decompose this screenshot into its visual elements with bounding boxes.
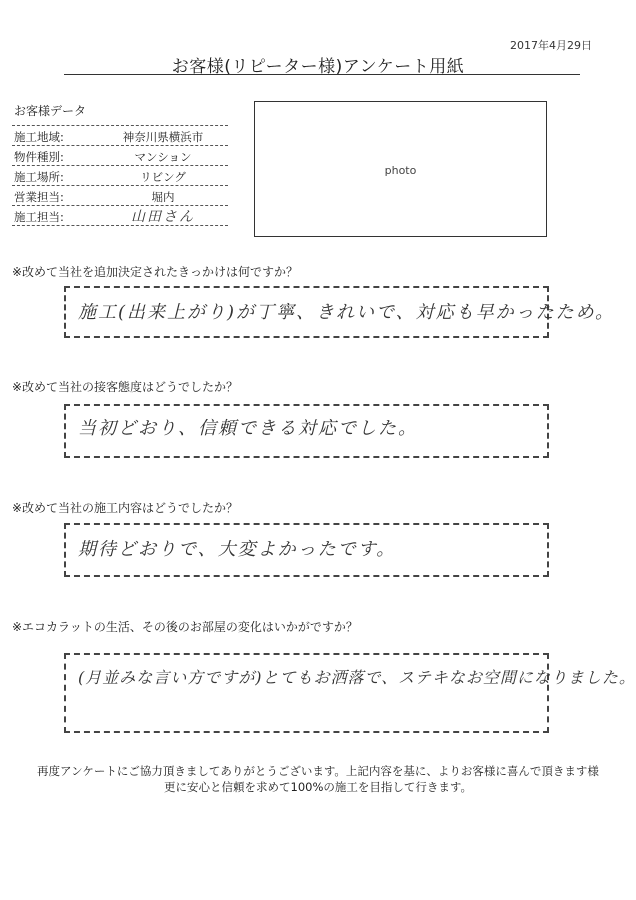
info-label: 施工地域: bbox=[14, 130, 64, 144]
question-4: ※エコカラットの生活、その後のお部屋の変化はいかがですか？ bbox=[12, 620, 358, 634]
answer-box-4 bbox=[64, 653, 636, 733]
question-2: ※改めて当社の接客態度はどうでしたか？ bbox=[12, 380, 239, 394]
info-value: 神奈川県横浜市 bbox=[122, 130, 204, 144]
answer-4-handwritten: (月並みな言い方ですが)とてもお洒落で、ステキなお空間になりました。 bbox=[78, 668, 636, 687]
photo-label: photo bbox=[384, 164, 417, 177]
answer-2-handwritten: 当初どおり、信頼できる対応でした。 bbox=[78, 418, 418, 439]
info-label: 施工担当: bbox=[14, 210, 64, 224]
info-label: 施工場所: bbox=[14, 170, 64, 184]
page-title: お客様(リピーター様)アンケート用紙 bbox=[171, 57, 465, 77]
info-value: マンション bbox=[134, 150, 192, 164]
info-row-sales-rep bbox=[12, 186, 228, 206]
answer-box-2 bbox=[64, 404, 549, 458]
answer-3-handwritten: 期待どおりで、大変よかったです。 bbox=[78, 539, 397, 560]
info-row-installer bbox=[12, 206, 228, 226]
footer-message bbox=[0, 763, 636, 795]
answer-1-handwritten: 施工(出来上がり)が丁寧、きれいで、対応も早かったため。 bbox=[78, 302, 615, 323]
survey-date: 2017年4月29日 bbox=[510, 39, 592, 52]
answer-box-1 bbox=[64, 286, 615, 338]
photo-box bbox=[254, 101, 547, 237]
info-label: 物件種別: bbox=[14, 150, 64, 164]
question-1: ※改めて当社を追加決定されたきっかけは何ですか？ bbox=[12, 265, 299, 279]
info-row-area bbox=[12, 126, 228, 146]
question-3: ※改めて当社の施工内容はどうでしたか？ bbox=[12, 501, 239, 515]
footer-line-1: 再度アンケートにご協力頂きましてありがとうございます。上記内容を基に、よりお客様に喜んで頂きます様 bbox=[37, 764, 599, 778]
customer-info-table bbox=[12, 126, 228, 226]
title-underline bbox=[64, 74, 580, 75]
info-row-location bbox=[12, 166, 228, 186]
info-value-handwritten: 山田さん bbox=[131, 209, 195, 225]
info-value: リビング bbox=[140, 170, 186, 184]
info-label: 営業担当: bbox=[14, 190, 64, 204]
info-row-property-type bbox=[12, 146, 228, 166]
footer-line-2: 更に安心と信頼を求めて100%の施工を目指して行きます。 bbox=[164, 780, 472, 794]
answer-box-3 bbox=[64, 523, 549, 577]
info-value: 堀内 bbox=[151, 190, 175, 204]
customer-data-heading: お客様データ bbox=[14, 104, 87, 118]
